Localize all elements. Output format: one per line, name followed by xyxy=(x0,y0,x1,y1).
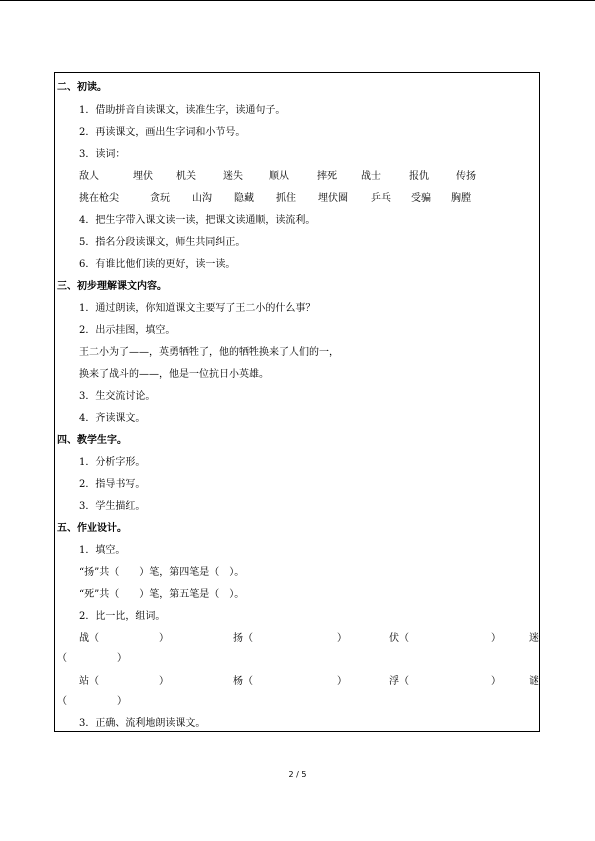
word: 埋伏圈 xyxy=(318,193,348,204)
section3-item-4: 4．齐读课文。 xyxy=(79,413,146,424)
section2-item-3: 3．读词： xyxy=(79,149,126,160)
compare-word: 浮（ xyxy=(389,676,409,687)
section5-item-1: 1．填空。 xyxy=(79,545,126,556)
section4-item-2: 2．指导书写。 xyxy=(79,479,146,490)
word: 贪玩 xyxy=(150,193,170,204)
section2-title: 二、初读。 xyxy=(57,82,107,93)
section5-fill-blank-1: “扬”共（ ）笔，第四笔是（ ）。 xyxy=(79,567,245,578)
word: 迷失 xyxy=(223,171,243,182)
page-number: 2 / 5 xyxy=(288,770,307,779)
word: 受骗 xyxy=(411,193,431,204)
word: 抓住 xyxy=(276,193,296,204)
section4-title: 四、教学生字。 xyxy=(57,435,127,446)
compare-word: ） xyxy=(159,633,169,644)
section4-item-1: 1．分析字形。 xyxy=(79,457,146,468)
word: 胸膛 xyxy=(451,193,471,204)
compare-word: 战（ xyxy=(79,633,99,644)
compare-row2-wrap: （ ） xyxy=(57,696,127,707)
section5-item-3: 3．正确、流利地朗读课文。 xyxy=(79,718,206,729)
compare-word: ） xyxy=(491,676,501,687)
compare-row1-wrap: （ ） xyxy=(57,653,127,664)
section5-title: 五、作业设计。 xyxy=(57,523,127,534)
word: 敌人 xyxy=(79,171,99,182)
compare-word: 扬（ xyxy=(233,633,253,644)
section2-item-4: 4．把生字带入课文读一读，把课文读通顺，读流利。 xyxy=(79,215,316,226)
section5-fill-blank-2: “死”共（ ）笔，第五笔是（ ）。 xyxy=(79,589,245,600)
section3-item-1: 1．通过朗读，你知道课文主要写了王二小的什么事？ xyxy=(79,303,316,314)
word: 隐藏 xyxy=(234,193,254,204)
section3-title: 三、初步理解课文内容。 xyxy=(57,281,167,292)
section2-item-2: 2．再读课文，画出生字词和小节号。 xyxy=(79,127,246,138)
compare-word: ） xyxy=(159,676,169,687)
word: 山沟 xyxy=(192,193,212,204)
word: 传扬 xyxy=(456,171,476,182)
section2-item-1: 1．借助拼音自读课文，读准生字，读通句子。 xyxy=(79,105,286,116)
word: 战士 xyxy=(361,171,381,182)
top-rule xyxy=(0,0,595,1)
compare-word: 迷 xyxy=(529,633,539,644)
compare-word: 杨（ xyxy=(233,676,253,687)
word: 摔死 xyxy=(317,171,337,182)
section3-item-3: 3．生交流讨论。 xyxy=(79,391,156,402)
section3-fill-line-2: 换来了战斗的——，他是一位抗日小英雄。 xyxy=(79,369,269,380)
compare-word: ） xyxy=(337,676,347,687)
section2-item-6: 6．有谁比他们读的更好，读一读。 xyxy=(79,259,236,270)
word: 乒乓 xyxy=(371,193,391,204)
compare-word: 站（ xyxy=(79,676,99,687)
section3-fill-line-1: 王二小为了——，英勇牺牲了，他的牺牲换来了人们的一， xyxy=(79,347,339,358)
lesson-content-box xyxy=(54,72,540,732)
section3-item-2: 2．出示挂图，填空。 xyxy=(79,325,176,336)
section5-item-2: 2．比一比，组词。 xyxy=(79,611,166,622)
word: 挑在枪尖 xyxy=(79,193,119,204)
section2-item-5: 5．指名分段读课文，师生共同纠正。 xyxy=(79,237,246,248)
compare-word: ） xyxy=(337,633,347,644)
compare-word: 谜 xyxy=(529,676,539,687)
word: 报仇 xyxy=(409,171,429,182)
section4-item-3: 3．学生描红。 xyxy=(79,501,146,512)
compare-word: ） xyxy=(491,633,501,644)
word: 机关 xyxy=(176,171,196,182)
word: 顺从 xyxy=(269,171,289,182)
compare-word: 伏（ xyxy=(389,633,409,644)
word: 埋伏 xyxy=(133,171,153,182)
